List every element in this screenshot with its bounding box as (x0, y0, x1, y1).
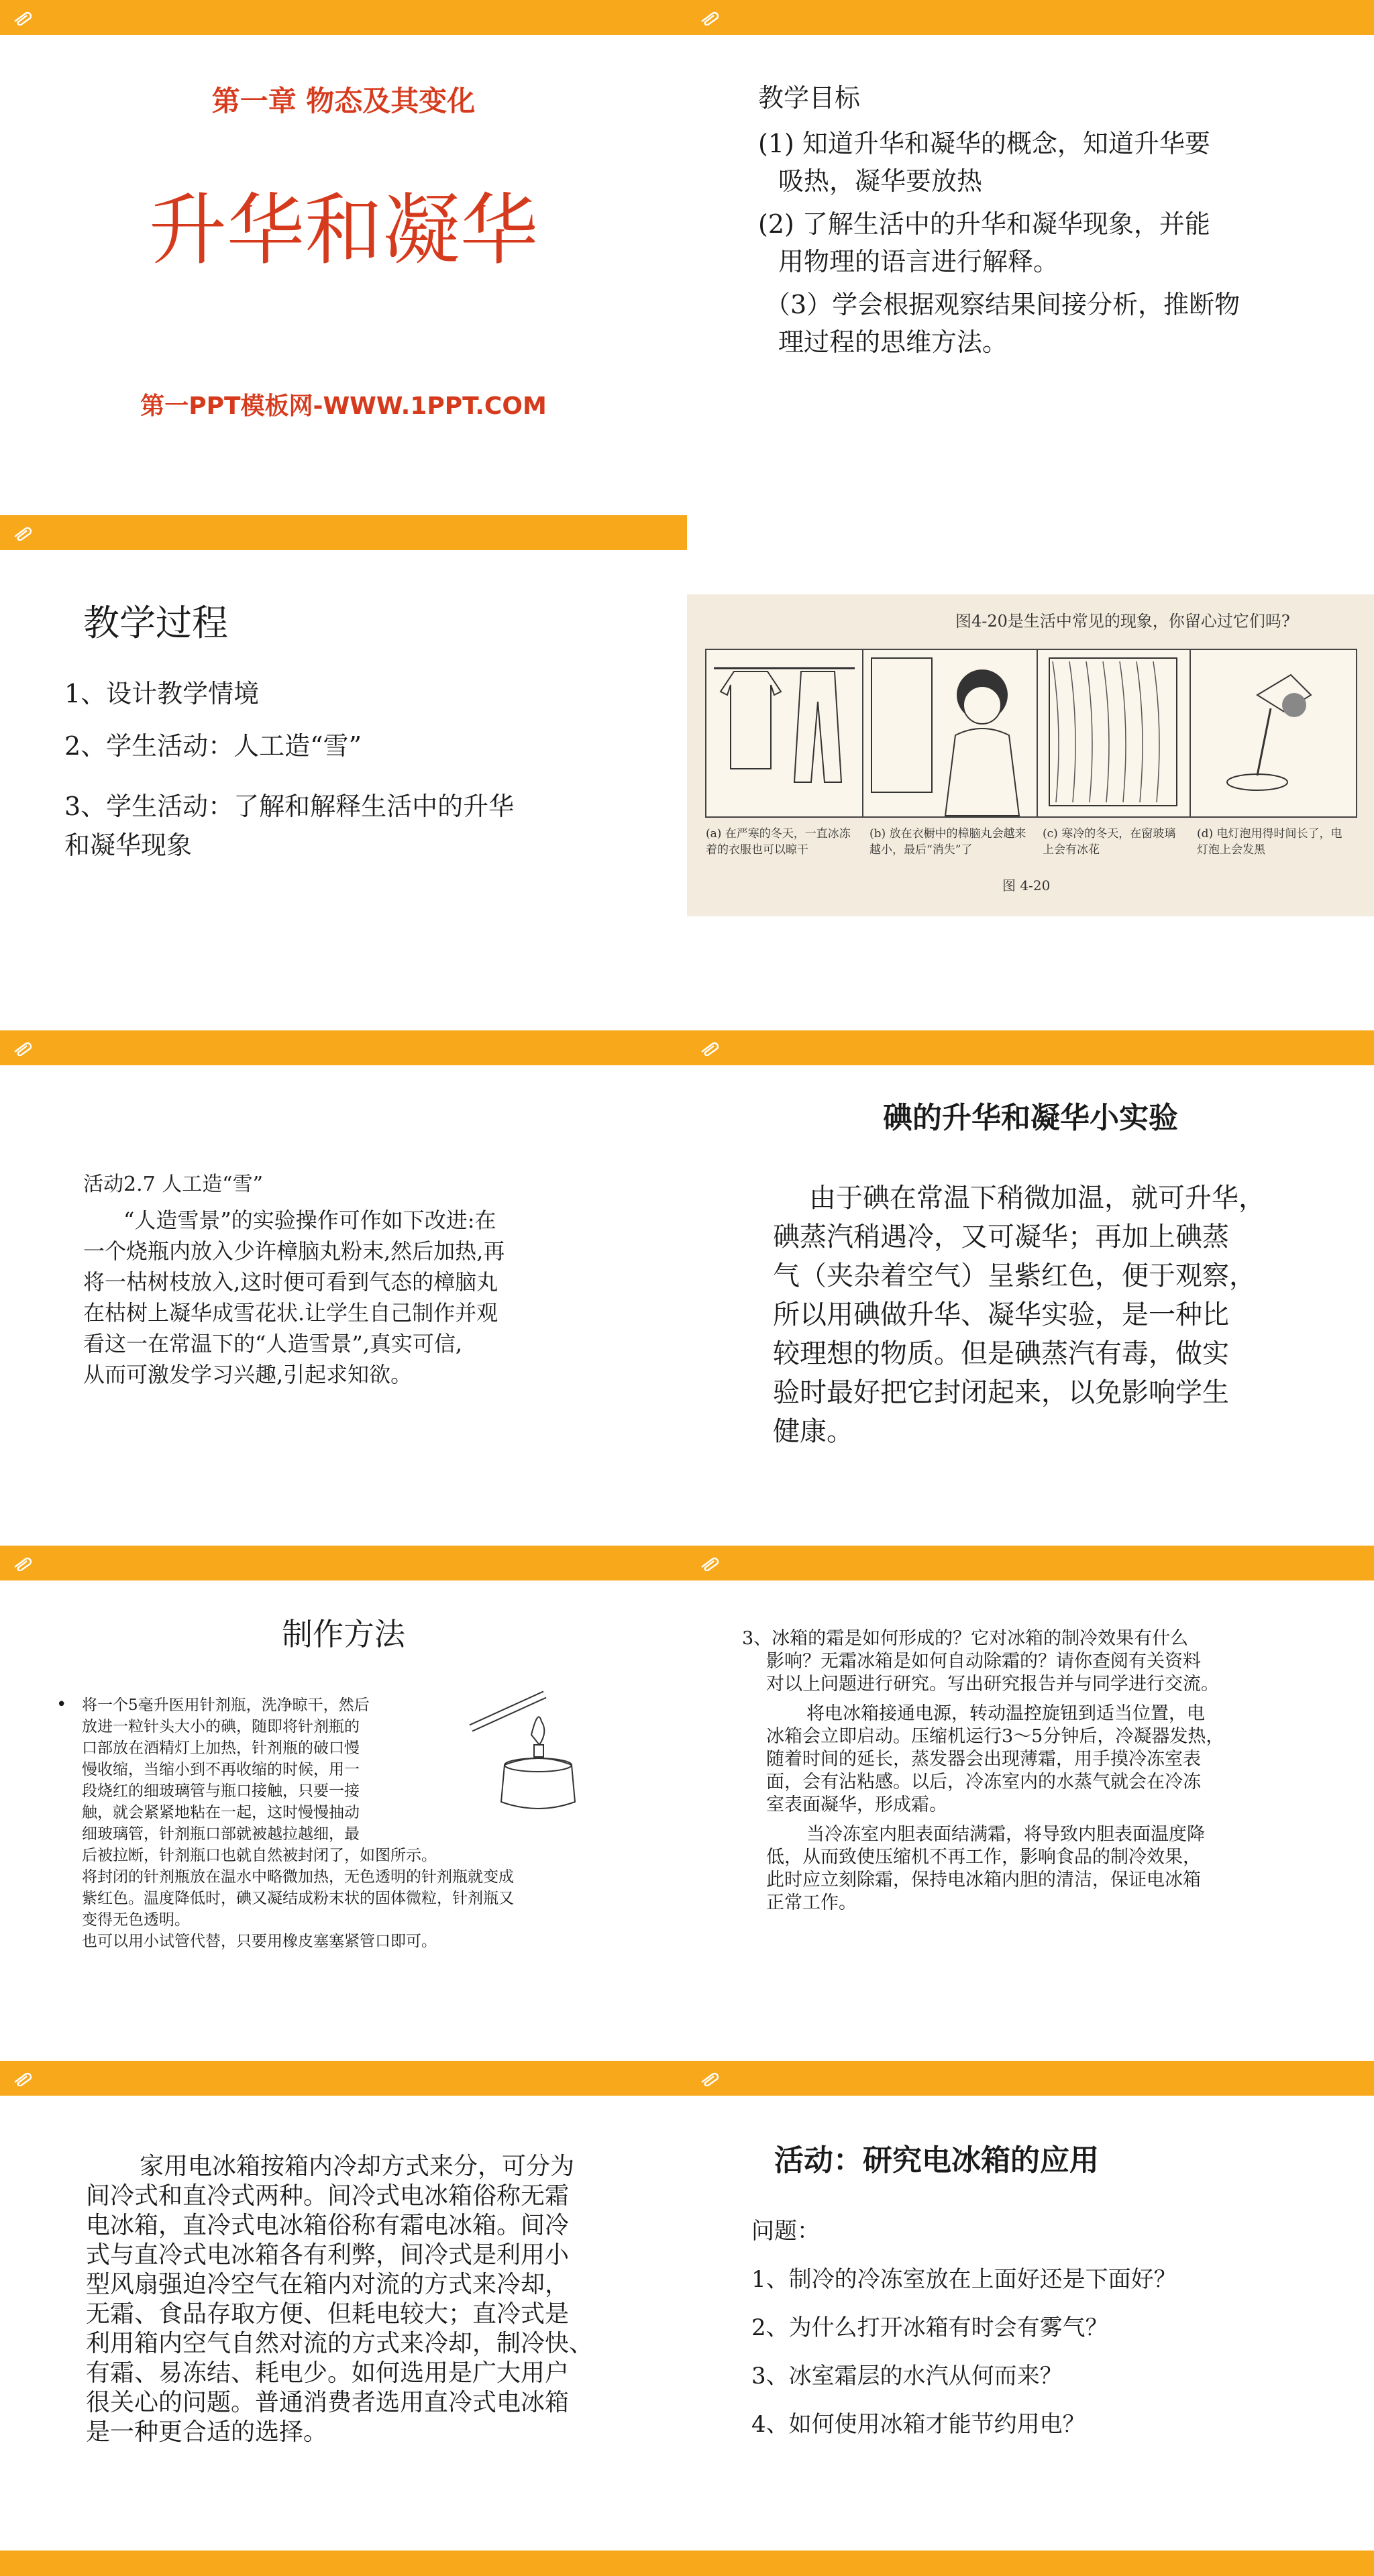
objective-line: (1) 知道升华和凝华的概念，知道升华要 (758, 129, 1210, 158)
question-item: 3、冰室霜层的水汽从何而来？ (751, 2363, 1063, 2390)
fridge-line: 是一种更合适的选择。 (86, 2418, 328, 2446)
panel-caption-a: (a) 在严寒的冬天，一直冰冻着的衣服也可以晾干 (706, 827, 851, 857)
paperclip-icon (12, 525, 35, 541)
frost-line: 面，会有沾粘感。以后，冷冻室内的水蒸气就会在冷冻 (766, 1772, 1201, 1792)
question-item: 2、为什么打开冰箱有时会有雾气？ (751, 2314, 1108, 2341)
method-line: 慢收缩，当缩小到不再收缩的时候，用一 (82, 1761, 360, 1778)
objective-line: 理过程的思维方法。 (778, 327, 1008, 357)
objective-line: 吸热，凝华要放热 (778, 166, 983, 196)
paperclip-icon (12, 1555, 35, 1571)
process-item: 3、学生活动：了解和解释生活中的升华 (64, 792, 515, 821)
footer-bar (0, 2551, 1374, 2576)
figure-label: 图 4-20 (1002, 877, 1051, 894)
header-bar (0, 515, 687, 550)
objective-line: （3）学会根据观察结果间接分析，推断物 (765, 290, 1240, 319)
panel-caption-d: (d) 电灯泡用得时间长了，电灯泡上会发黑 (1197, 827, 1342, 857)
frost-line: 3、冰箱的霜是如何形成的？它对冰箱的制冷效果有什么 (742, 1628, 1189, 1649)
frost-line: 随着时间的延长，蒸发器会出现薄霜，用手摸冷冻室表 (766, 1749, 1201, 1770)
fridge-line: 利用箱内空气自然对流的方式来冷却，制冷快、 (86, 2330, 594, 2357)
method-line: 段烧红的细玻璃管与瓶口接触，只要一接 (82, 1782, 360, 1800)
header-bar (687, 0, 1374, 35)
process-heading: 教学过程 (83, 602, 228, 644)
question-item: 4、如何使用冰箱才能节约用电？ (751, 2411, 1086, 2438)
header-bar (687, 2061, 1374, 2096)
paperclip-icon (12, 2070, 35, 2086)
snow-line: 将一枯树枝放入,这时便可看到气态的樟脑丸 (83, 1269, 498, 1295)
alcohol-lamp-illustration (464, 1681, 578, 1815)
method-line: 口部放在酒精灯上加热，针剂瓶的破口慢 (82, 1739, 360, 1757)
frost-line: 当冷冻室内胆表面结满霜，将导致内胆表面温度降 (806, 1824, 1205, 1845)
activity-label: 活动2.7 人工造“雪” (83, 1173, 263, 1196)
iodine-heading: 碘的升华和凝华小实验 (883, 1101, 1178, 1135)
snow-line: 一个烧瓶内放入少许樟脑丸粉末,然后加热,再 (83, 1238, 505, 1264)
fridge-line: 很关心的问题。普通消费者选用直冷式电冰箱 (86, 2389, 570, 2416)
activity-heading: 活动：研究电冰箱的应用 (774, 2143, 1099, 2178)
fridge-line: 无霜、食品存取方便、但耗电较大；直冷式是 (86, 2300, 570, 2328)
method-line: 细玻璃管，针剂瓶口部就被越拉越细，最 (82, 1825, 360, 1843)
method-line: 触，就会紧紧地粘在一起，这时慢慢抽动 (82, 1804, 360, 1821)
slide-artificial-snow (0, 1030, 687, 1546)
iodine-line: 由于碘在常温下稍微加温，就可升华， (809, 1183, 1265, 1214)
method-tail: 将封闭的针剂瓶放在温水中略微加热，无色透明的针剂瓶就变成 (82, 1868, 514, 1886)
slide-figure (687, 515, 1374, 1030)
paperclip-icon (12, 1040, 35, 1056)
frost-line: 低，从而致使压缩机不再工作，影响食品的制冷效果， (766, 1847, 1201, 1868)
paperclip-icon (12, 9, 35, 25)
panel-caption-b: (b) 放在衣橱中的樟脑丸会越来越小，最后“消失”了 (869, 827, 1026, 857)
site-credit[interactable]: 第一PPT模板网-WWW.1PPT.COM (140, 392, 547, 420)
question-item: 1、制冷的冷冻室放在上面好还是下面好？ (751, 2266, 1177, 2293)
objectives-heading: 教学目标 (758, 83, 861, 113)
header-bar (687, 1546, 1374, 1580)
snow-line: 从而可激发学习兴趣,引起求知欲。 (83, 1362, 413, 1387)
process-item: 和凝华现象 (64, 830, 193, 860)
method-line: 放进一粒针头大小的碘，随即将针剂瓶的 (82, 1718, 360, 1735)
method-line: 将一个5毫升医用针剂瓶，洗净晾干，然后 (82, 1697, 370, 1714)
snow-line: 看这一在常温下的“人造雪景”,真实可信, (83, 1331, 463, 1356)
header-bar (687, 1030, 1374, 1065)
header-bar (0, 1030, 687, 1065)
frost-line: 将电冰箱接通电源，转动温控旋钮到适当位置，电 (806, 1703, 1205, 1724)
frost-line: 正常工作。 (766, 1892, 857, 1913)
panel-caption-c: (c) 寒冷的冬天，在窗玻璃上会有冰花 (1043, 827, 1176, 857)
fridge-line: 间冷式和直冷式两种。间冷式电冰箱俗称无霜 (86, 2182, 570, 2210)
iodine-line: 所以用碘做升华、凝华实验，是一种比 (773, 1299, 1229, 1330)
header-bar (0, 0, 687, 35)
header-bar (0, 1546, 687, 1580)
method-tail: 变得无色透明。 (82, 1911, 190, 1929)
method-tail: 也可以用小试管代替，只要用橡皮塞塞紧管口即可。 (82, 1933, 437, 1950)
slide-fridge-types (0, 2061, 687, 2576)
fridge-line: 有霜、易冻结、耗电少。如何选用是广大用户 (86, 2359, 570, 2387)
fridge-line: 式与直冷式电冰箱各有利弊，间冷式是利用小 (86, 2241, 570, 2269)
fridge-line: 家用电冰箱按箱内冷却方式来分，可分为 (140, 2153, 575, 2180)
slide-title (0, 0, 687, 515)
paperclip-icon (699, 9, 722, 25)
chapter-heading: 第一章 物态及其变化 (211, 85, 476, 117)
bullet: • (56, 1695, 67, 1715)
method-tail: 紫红色。温度降低时，碘又凝结成粉末状的固体微粒，针剂瓶又 (82, 1890, 514, 1907)
iodine-line: 健康。 (773, 1416, 853, 1447)
method-line: 后被拉断，针剂瓶口也就自然被封闭了，如图所示。 (82, 1847, 437, 1864)
iodine-line: 气（夹杂着空气）呈紫红色，便于观察， (773, 1260, 1256, 1291)
question-label: 问题： (751, 2218, 820, 2245)
paperclip-icon (699, 1040, 722, 1056)
slide-method (0, 1546, 687, 2061)
fridge-line: 电冰箱，直冷式电冰箱俗称有霜电冰箱。间冷 (86, 2212, 570, 2239)
header-bar (0, 2061, 687, 2096)
slide-frost (687, 1546, 1374, 2061)
paperclip-icon (699, 2070, 722, 2086)
snow-line: 在枯树上凝华成雪花状.让学生自己制作并观 (83, 1300, 498, 1326)
main-title: 升华和凝华 (149, 185, 538, 276)
fridge-line: 型风扇强迫冷空气在箱内对流的方式来冷却， (86, 2271, 570, 2298)
figure-caption-top: 图4-20是生活中常见的现象，你留心过它们吗? (955, 612, 1290, 631)
frost-line: 对以上问题进行研究。写出研究报告并与同学进行交流。 (766, 1674, 1219, 1695)
frost-line: 冰箱会立即启动。压缩机运行3～5分钟后，冷凝器发热， (766, 1726, 1224, 1747)
figure-drawing (687, 594, 1374, 916)
objective-line: 用物理的语言进行解释。 (778, 247, 1059, 276)
frost-line: 影响？无霜冰箱是如何自动除霜的？请你查阅有关资料 (766, 1651, 1201, 1672)
objective-line: (2) 了解生活中的升华和凝华现象，并能 (758, 209, 1210, 239)
slide-fridge-activity (687, 2061, 1374, 2576)
iodine-line: 较理想的物质。但是碘蒸汽有毒，做实 (773, 1338, 1229, 1369)
snow-line: “人造雪景”的实验操作可作如下改进:在 (123, 1208, 496, 1233)
slide-iodine (687, 1030, 1374, 1546)
frost-line: 室表面凝华，形成霜。 (766, 1794, 947, 1815)
figure-scan (687, 594, 1374, 916)
process-item: 1、设计教学情境 (64, 679, 260, 708)
iodine-line: 验时最好把它封闭起来，以免影响学生 (773, 1377, 1229, 1408)
process-item: 2、学生活动：人工造“雪” (64, 731, 362, 761)
slide-objectives (687, 0, 1374, 515)
slide-process (0, 515, 687, 1030)
iodine-line: 碘蒸汽稍遇冷，又可凝华；再加上碘蒸 (773, 1222, 1229, 1252)
paperclip-icon (699, 1555, 722, 1571)
frost-line: 此时应立刻除霜，保持电冰箱内胆的清洁，保证电冰箱 (766, 1870, 1201, 1890)
method-heading: 制作方法 (282, 1616, 405, 1652)
